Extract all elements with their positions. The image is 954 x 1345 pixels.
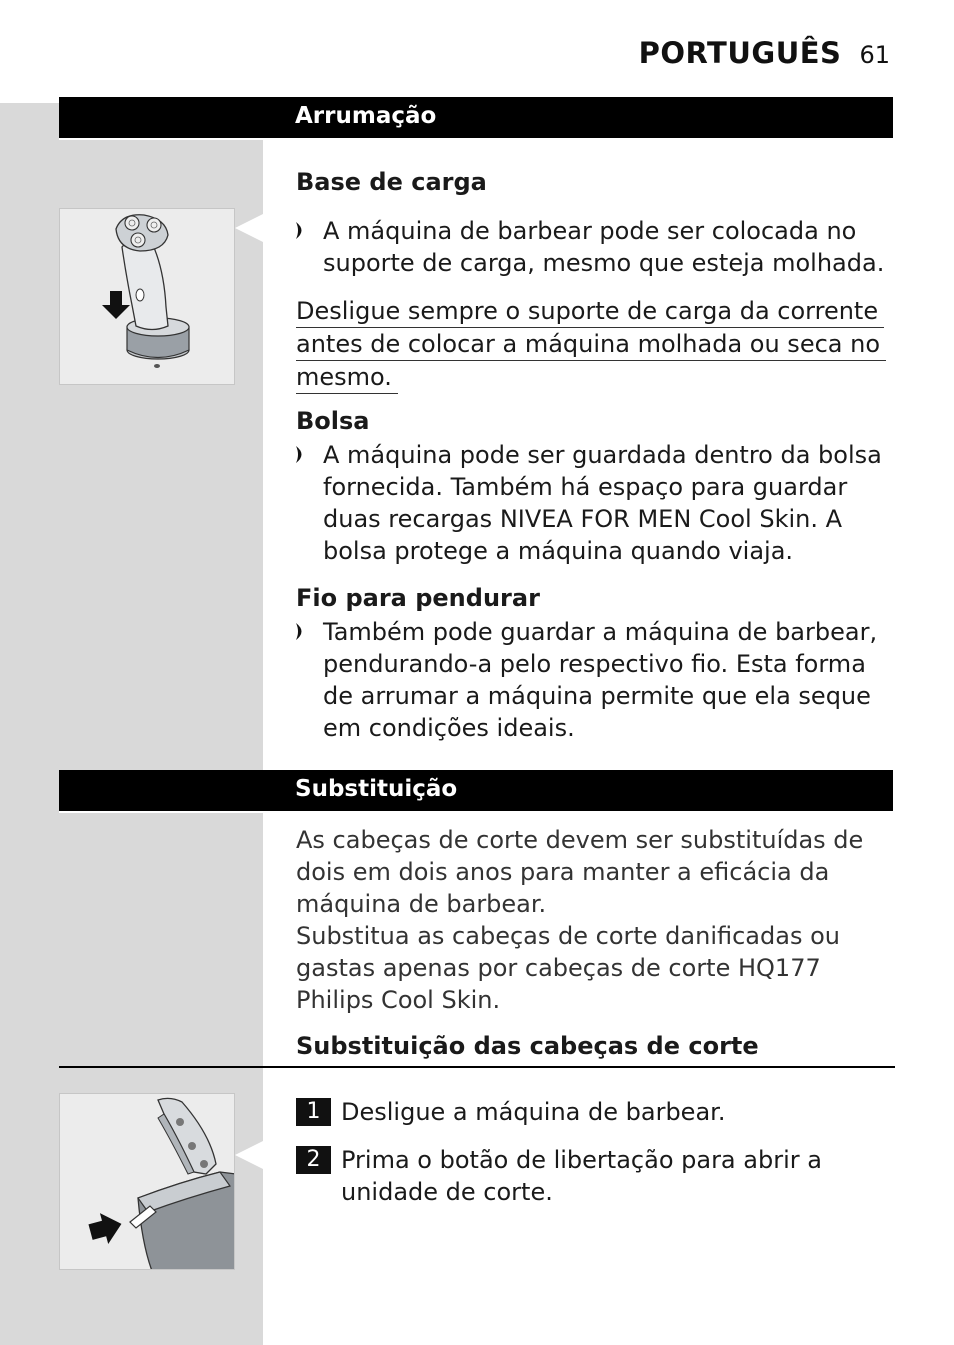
warning-charging-stand xyxy=(296,295,892,394)
bullet-charging-stand xyxy=(296,215,886,279)
shaver-on-charging-stand-illustration xyxy=(59,208,235,385)
page-header xyxy=(639,36,890,70)
heading-hanging-loop: Fio para pendurar xyxy=(296,584,540,612)
page-number: 61 xyxy=(859,41,890,69)
warning-line: mesmo. xyxy=(296,361,398,394)
section-bar-storage xyxy=(59,97,893,138)
step-text: Desligue a máquina de barbear. xyxy=(341,1098,726,1126)
heading-rule xyxy=(59,1066,895,1068)
heading-charging-stand: Base de carga xyxy=(296,168,487,196)
figure-pointer-icon xyxy=(235,1140,265,1170)
step-number: 1 xyxy=(296,1098,331,1126)
figure-pointer-icon xyxy=(235,213,265,243)
triangle-bullet-icon xyxy=(296,446,307,463)
step-number: 2 xyxy=(296,1146,331,1174)
shaver-head-open-illustration xyxy=(59,1093,235,1270)
section-title-replacement: Substituição xyxy=(295,776,458,802)
heading-pouch: Bolsa xyxy=(296,407,370,435)
step-2 xyxy=(296,1144,886,1208)
triangle-bullet-icon xyxy=(296,623,307,640)
step-1 xyxy=(296,1096,886,1128)
warning-line: antes de colocar a máquina molhada ou seca no xyxy=(296,328,886,361)
bullet-text: A máquina pode ser guardada dentro da bolsa fornecida. Também há espaço para guardar duas recargas NIVEA FOR MEN Cool Skin. A bolsa protege a máquina quando viaja. xyxy=(323,441,882,565)
bullet-text: A máquina de barbear pode ser colocada no suporte de carga, mesmo que esteja molhada. xyxy=(323,217,885,277)
warning-line: Desligue sempre o suporte de carga da corrente xyxy=(296,295,884,328)
triangle-bullet-icon xyxy=(296,222,307,239)
replacement-intro-1: As cabeças de corte devem ser substituídas de dois em dois anos para manter a eficácia da máquina de barbear. xyxy=(296,826,864,918)
section-title-storage: Arrumação xyxy=(295,103,437,129)
section-bar-underline xyxy=(59,138,263,140)
language-title: PORTUGUÊS xyxy=(638,36,842,70)
step-text: Prima o botão de libertação para abrir a unidade de corte. xyxy=(341,1146,822,1206)
section-bar-underline xyxy=(59,811,263,813)
bullet-text: Também pode guardar a máquina de barbear, pendurando-a pelo respectivo fio. Esta forma de arrumar a máquina permite que ela seque em condições ideais. xyxy=(323,618,878,742)
bullet-pouch xyxy=(296,439,886,567)
replacement-intro-2: Substitua as cabeças de corte danificadas ou gastas apenas por cabeças de corte HQ177 Philips Cool Skin. xyxy=(296,922,840,1014)
section-bar-replacement xyxy=(59,770,893,811)
heading-replace-heads: Substituição das cabeças de corte xyxy=(296,1032,759,1060)
bullet-hanging-loop xyxy=(296,616,886,744)
